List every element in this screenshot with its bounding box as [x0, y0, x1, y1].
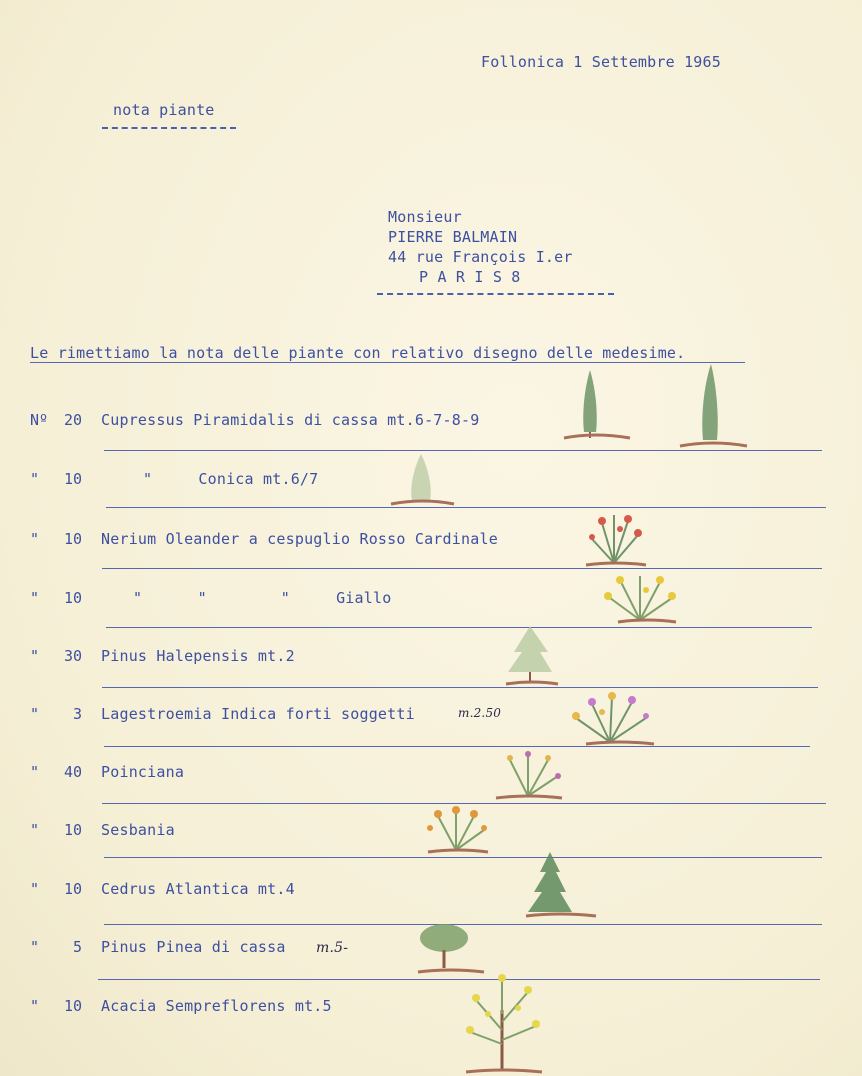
item-desc: Cedrus Atlantica mt.4: [101, 880, 295, 898]
item-desc: " Conica mt.6/7: [143, 470, 319, 488]
cypress-drawing-1: [560, 360, 635, 445]
item-qty: 30: [63, 647, 82, 665]
item-prefix: ": [30, 880, 40, 898]
item-desc: Pinus Pinea di cassa: [101, 938, 286, 956]
item-qty: 10: [63, 470, 82, 488]
item-desc: Acacia Sempreflorens mt.5: [101, 997, 332, 1015]
item-prefix: ": [30, 470, 40, 488]
item-desc: Cupressus Piramidalis di cassa mt.6-7-8-9: [101, 411, 480, 429]
item-handwritten-note: m.2.50: [458, 706, 502, 720]
letter-date: Follonica 1 Settembre 1965: [481, 53, 721, 71]
item-prefix: ": [30, 589, 40, 607]
item-prefix: ": [30, 821, 40, 839]
item-desc: Pinus Halepensis mt.2: [101, 647, 295, 665]
cedrus-drawing: [520, 850, 600, 924]
conica-drawing: [388, 448, 458, 510]
address-line-2: PIERRE BALMAIN: [388, 228, 518, 246]
address-underline: [377, 293, 614, 295]
halepensis-drawing: [500, 622, 562, 690]
item-qty: 5: [72, 938, 82, 956]
item-desc: Poinciana: [101, 763, 185, 781]
item-prefix: Nº: [30, 411, 49, 429]
item-qty: 20: [63, 411, 82, 429]
item-desc: Sesbania: [101, 821, 175, 839]
item-desc: Nerium Oleander a cespuglio Rosso Cardinale: [101, 530, 498, 548]
acacia-drawing: [452, 970, 552, 1076]
item-prefix: ": [30, 938, 40, 956]
item-qty: 10: [63, 530, 82, 548]
lagerstroemia-drawing: [562, 688, 658, 750]
item-desc: " " " Giallo: [133, 589, 392, 607]
cypress-drawing-2: [675, 360, 750, 452]
item-prefix: ": [30, 997, 40, 1015]
letter-subject: nota piante: [113, 101, 215, 119]
oleander-yellow-drawing: [600, 568, 682, 628]
item-rule: [104, 746, 810, 747]
item-qty: 10: [63, 880, 82, 898]
address-line-4: P A R I S 8: [419, 268, 521, 286]
item-qty: 40: [63, 763, 82, 781]
item-prefix: ": [30, 647, 40, 665]
subject-underline: [102, 127, 236, 129]
item-rule: [102, 687, 818, 688]
item-qty: 10: [63, 589, 82, 607]
sesbania-drawing: [420, 802, 492, 858]
address-line-3: 44 rue François I.er: [388, 248, 573, 266]
poinciana-drawing: [490, 746, 566, 804]
item-qty: 10: [63, 821, 82, 839]
item-desc: Lagestroemia Indica forti soggetti: [101, 705, 415, 723]
item-handwritten-note: m.5-: [316, 940, 349, 956]
item-qty: 10: [63, 997, 82, 1015]
item-prefix: ": [30, 530, 40, 548]
item-rule: [106, 507, 826, 508]
intro-text: Le rimettiamo la nota delle piante con relativo disegno delle medesime.: [30, 344, 686, 362]
oleander-red-drawing: [580, 505, 650, 570]
intro-underline: [30, 362, 745, 363]
item-rule: [102, 568, 822, 569]
item-prefix: ": [30, 705, 40, 723]
address-line-1: Monsieur: [388, 208, 462, 226]
item-qty: 3: [72, 705, 82, 723]
item-rule: [106, 627, 812, 628]
item-prefix: ": [30, 763, 40, 781]
